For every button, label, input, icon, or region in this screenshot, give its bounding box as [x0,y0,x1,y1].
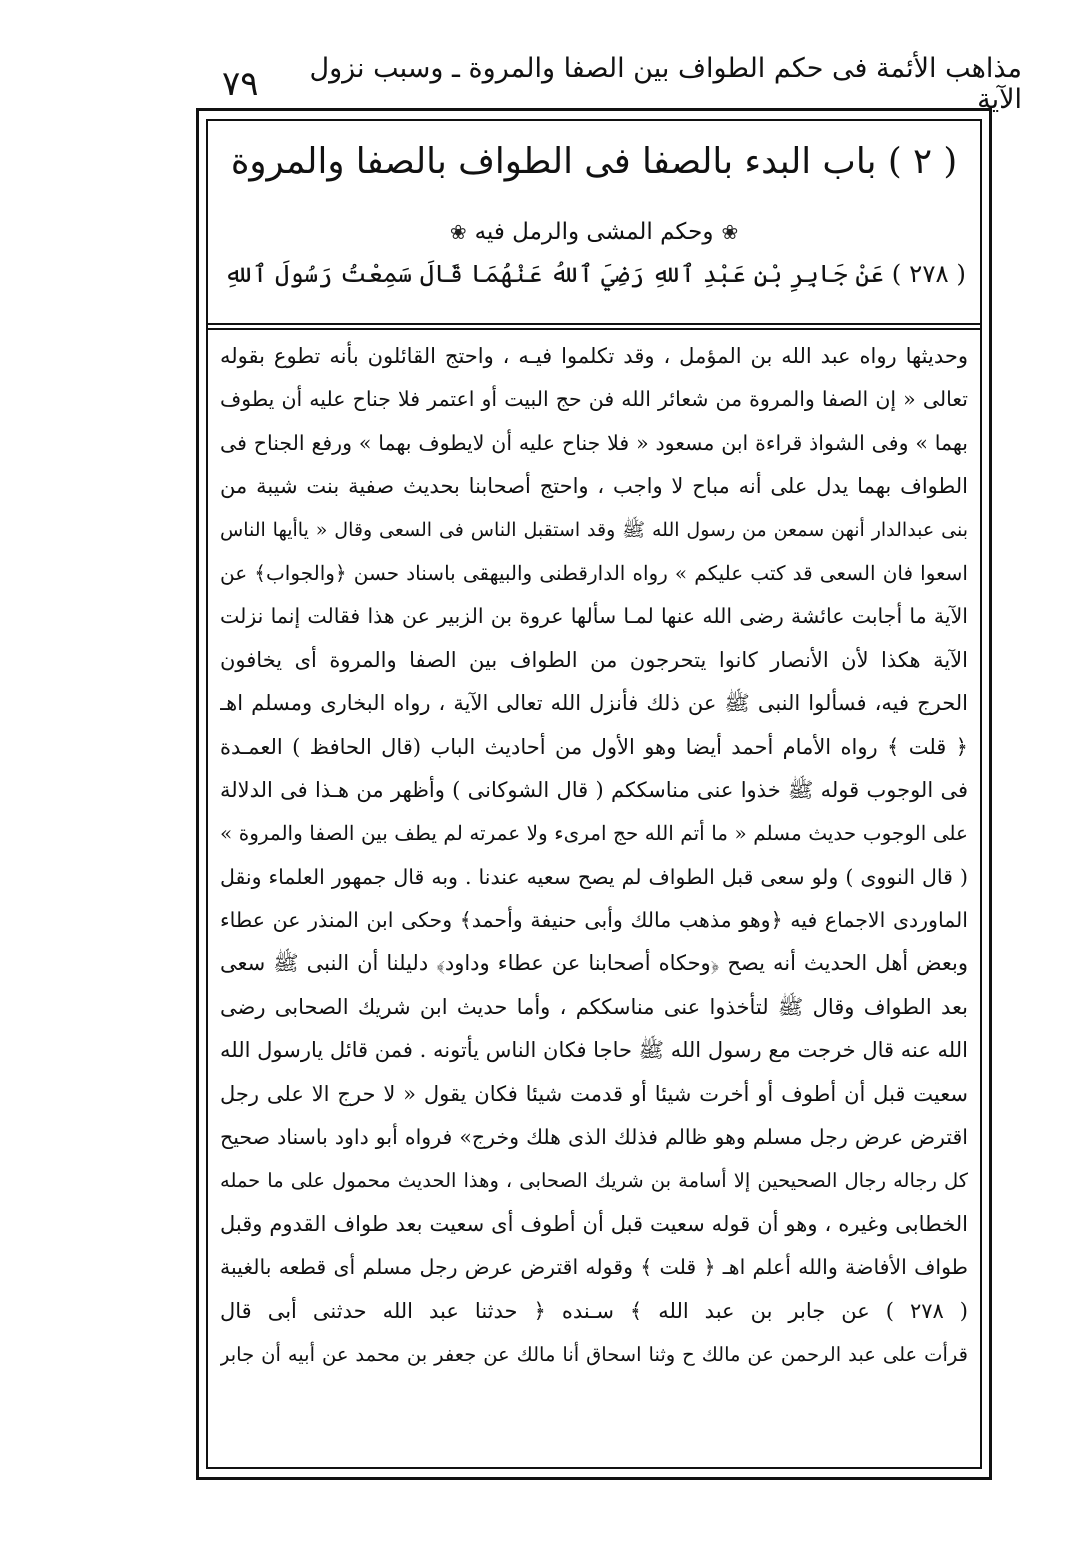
commentary-line: تعالى « إن الصفا والمروة من شعائر الله فن حج البيت أو اعتمر فلا جناح عليه أن يطوف [220,387,968,412]
commentary-line: فى الوجوب قوله ﷺ خذوا عنى مناسككم ( قال الشوكانى ) وأظهر من هـذا فى الدلالة [220,777,968,802]
commentary-line: ( ٢٧٨ ) عن جابر بن عبد الله ﴾ سـنده ﴿ حدثنا عبد الله حدثنى أبى قال [220,1298,968,1323]
commentary-line: سعيت قبل أن أطوف أو أخرت شيئا أو قدمت شيئا فكان يقول « لا حرج الا على رجل [220,1081,968,1106]
commentary-line: الماوردى الاجماع فيه ﴿وهو مذهب مالك وأبى حنيفة وأحمد﴾ وحكى ابن المنذر عن عطاء [220,908,968,933]
commentary-line: الطواف بهما يدل على أنه مباح لا واجب ، واحتج أصحابنا بحديث صفية بنت شيبة من [220,474,968,499]
inner-frame [206,119,982,1469]
commentary-line: ﴿ قلت ﴾ رواه الأمام أحمد أيضا وهو الأول من أحاديث الباب (قال الحافظ ) العمـدة [220,734,968,759]
commentary-line: بهما » وفى الشواذ قراءة ابن مسعود « فلا جناح عليه أن لايطوف بهما » ورفع الجناح فى [220,430,968,455]
commentary-line: على الوجوب حديث مسلم « ما أتم الله حج امرىء ولا عمرته لم يطف بين الصفا والمروة » [220,821,968,846]
page-number: ٧٩ [222,64,259,104]
commentary-line: وحديثها رواه عبد الله بن المؤمل ، وقد تكلموا فيـه ، واحتج القائلون بأنه تطوع بقوله [220,344,968,368]
commentary-line: طواف الأفاضة والله أعلم اهـ ﴿ قلت ﴾ وقوله اقترض عرض رجل مسلم أى قطعه بالغيبة [220,1255,968,1280]
commentary-line: بنى عبدالدار أنهن سمعن من رسول الله ﷺ وقد استقبل الناس فى السعى وقال « ياأيها الناس [220,518,968,541]
commentary-line: اسعوا فان السعى قد كتب عليكم » رواه الدارقطنى والبيهقى باسناد حسن ﴿والجواب﴾ عن [220,560,968,585]
commentary-line: الخطابى وغيره ، وهو أن قوله سعيت قبل أن أطوف أى سعيت بعد طواف القدوم وقبل [220,1211,968,1236]
running-title: مذاهب الأئمة فى حكم الطواف بين الصفا والمروة ـ وسبب نزول الآية [309,53,1022,115]
commentary-line: اقترض عرض رجل مسلم وهو ظالم فذلك الذى هلك وخرج» فرواه أبو داود باسناد صحيح [220,1125,968,1150]
chapter-subtitle: وحكم المشى والرمل فيه [474,219,714,245]
commentary-line: وبعض أهل الحديث أنه يصح ﴿وحكاه أصحابنا عن عطاء وداود﴾ دليلنا أن النبى ﷺ سعى [220,951,968,976]
commentary-line: الله عنه قال خرجت مع رسول الله ﷺ حاجا فكان الناس يأتونه . فمن قائل يارسول الله [220,1038,968,1063]
commentary-line: كل رجاله رجال الصحيحين إلا أسامة بن شريك الصحابى ، وهذا الحديث محمول على ما حمله [220,1169,968,1193]
commentary-body [220,335,968,1459]
page-frame [196,108,992,1480]
ornament-left-icon: ❀ [449,220,467,244]
commentary-line: الآية هكذا لأن الأنصار كانوا يتحرجون من الطواف بين الصفا والمروة أى يخافون [220,647,968,672]
chapter-subtitle-row [208,219,980,245]
hadith-text: ( ٢٧٨ ) عَنْ جَابِرِ بْنِ عَبْدِ ٱللهِ رَضِيَ ٱللهُ عَنْهُمَا قَالَ سَمِعْتُ رَسُولَ ٱللهِ [224,259,966,288]
commentary-line: الآية ما أجابت عائشة رضى الله عنها لمـا سألها عروة بن الزبير عن هذا فقالت إنما نزلت [220,604,968,629]
commentary-line: بعد الطواف وقال ﷺ لتأخذوا عنى مناسككم ، وأما حديث ابن شريك الصحابى رضى [220,994,968,1019]
ornament-right-icon: ❀ [721,220,739,244]
commentary-line: ( قال النووى ) ولو سعى قبل الطواف لم يصح سعيه عندنا . وبه قال جمهور العلماء ونقل [220,864,968,889]
commentary-line: الحرج فيه، فسألوا النبى ﷺ عن ذلك فأنزل الله تعالى الآية ، رواه البخارى ومسلم اهـ [220,691,968,716]
commentary-line: قرأت على عبد الرحمن عن مالك ح وثنا اسحاق أنا مالك عن جعفر بن محمد عن أبيه أن جابر [220,1342,968,1366]
running-header [222,53,1022,115]
chapter-heading-block [208,121,980,317]
chapter-title: ( ٢ ) باب البدء بالصفا فى الطواف بالصفا والمروة [230,141,958,182]
